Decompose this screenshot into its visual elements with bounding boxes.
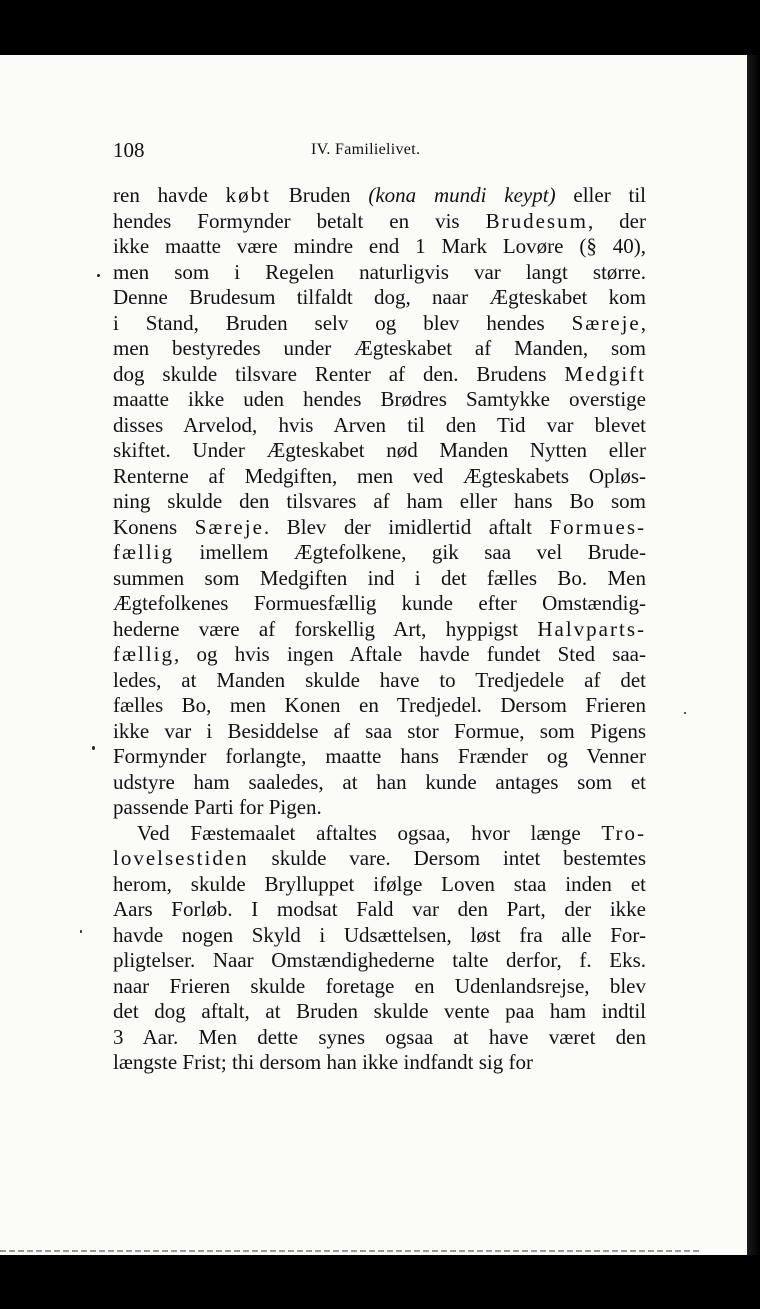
text-span: dog skulde tilsvare Renter af den. Brudens <box>113 361 565 386</box>
text-line <box>113 693 646 719</box>
text-line <box>113 974 646 1000</box>
scan-speck <box>97 274 100 277</box>
text-line <box>113 744 646 770</box>
text-span: . Blev der imidlertid aftalt <box>263 514 550 539</box>
text-span: fælles Bo, men Konen en Tredjedel. Dersom Frieren <box>113 693 646 717</box>
text-span: i Stand, Bruden selv og blev hendes <box>113 310 572 335</box>
text-line <box>113 285 646 311</box>
text-line <box>113 540 646 566</box>
text-span: Medgift <box>564 361 646 386</box>
text-span: 3 Aar. Men dette synes ogsaa at have været den <box>113 1024 646 1049</box>
running-head <box>113 138 646 166</box>
text-line <box>113 515 646 541</box>
text-line <box>113 897 646 923</box>
text-line <box>113 795 646 821</box>
text-span: disses Arvelod, hvis Arven til den Tid var blevet <box>113 412 646 437</box>
text-span: passende Parti for Pigen. <box>113 795 322 819</box>
text-span: herom, skulde Brylluppet ifølge Loven staa inden et <box>113 871 646 896</box>
text-span: udstyre ham saaledes, at han kunde antages som et <box>113 769 646 794</box>
text-line <box>113 1050 646 1076</box>
text-line <box>113 1025 646 1051</box>
text-span: ikke maatte være mindre end 1 Mark Lovøre (§ 40), <box>113 234 646 258</box>
text-span: hendes Formynder betalt en vis <box>113 208 486 233</box>
text-line <box>113 948 646 974</box>
text-line <box>113 183 646 209</box>
text-span: Konens <box>113 514 195 539</box>
text-span: maatte ikke uden hendes Brødres Samtykke overstige <box>113 387 646 411</box>
text-span: ledes, at Manden skulde have to Tredjedele af det <box>113 667 646 692</box>
scan-speck <box>92 746 95 750</box>
text-span: Særeje <box>571 310 641 335</box>
text-line <box>113 821 646 847</box>
text-span: , <box>640 310 646 335</box>
text-span: Halvparts- <box>537 616 646 641</box>
text-span: Denne Brudesum tilfaldt dog, naar Ægteskabet kom <box>113 285 646 309</box>
text-span: Brudesum <box>485 208 588 233</box>
text-line <box>113 438 646 464</box>
text-span: Tro- <box>601 820 646 845</box>
text-span: Renterne af Medgiften, men ved Ægteskabets Opløs- <box>113 463 646 488</box>
body-text <box>113 183 646 1076</box>
text-span: pligtelser. Naar Omstændighederne talte derfor, f. Eks. <box>113 948 646 972</box>
text-line <box>113 719 646 745</box>
scan-edge-artifact <box>0 1250 700 1252</box>
text-span: Formues- <box>549 514 646 539</box>
text-span: fællig <box>113 642 175 666</box>
text-span: det dog aftalt, at Bruden skulde vente paa ham indtil <box>113 999 646 1023</box>
text-line <box>113 311 646 337</box>
text-line <box>113 387 646 413</box>
text-span: hederne være af forskellig Art, hyppigst <box>113 616 538 641</box>
text-span: lovelsestiden <box>113 846 249 870</box>
scan-speck <box>684 712 686 714</box>
text-line <box>113 999 646 1025</box>
text-line <box>113 260 646 286</box>
text-span: , der <box>587 208 646 233</box>
text-span: Formynder forlangte, maatte hans Frænder og Venner <box>113 744 646 768</box>
text-line <box>113 566 646 592</box>
text-line <box>113 489 646 515</box>
text-line <box>113 464 646 490</box>
text-span: eller til <box>555 183 646 207</box>
text-span: Særeje <box>194 514 264 539</box>
text-span: Ved Fæstemaalet aftaltes ogsaa, hvor længe <box>137 820 602 845</box>
text-line <box>113 923 646 949</box>
text-line <box>113 770 646 796</box>
text-line <box>113 668 646 694</box>
text-line <box>113 234 646 260</box>
text-span: købt <box>225 183 271 207</box>
text-span: Bruden <box>270 183 369 207</box>
text-span: ning skulde den tilsvares af ham eller hans Bo som <box>113 489 646 513</box>
text-line <box>113 642 646 668</box>
text-span: længste Frist; thi dersom han ikke indfandt sig for <box>113 1050 533 1074</box>
text-span: Ægtefolkenes Formuesfællig kunde efter Omstændig- <box>113 591 646 615</box>
text-line <box>113 362 646 388</box>
text-span: ren havde <box>113 183 226 207</box>
text-span: fællig <box>113 540 175 564</box>
text-span: summen som Medgiften ind i det fælles Bo. Men <box>113 565 646 590</box>
text-span: men bestyredes under Ægteskabet af Manden, som <box>113 336 646 360</box>
text-line <box>113 872 646 898</box>
text-span: skiftet. Under Ægteskabet nød Manden Nytten eller <box>113 438 646 462</box>
text-span: skulde vare. Dersom intet bestemtes <box>248 846 646 870</box>
text-line <box>113 336 646 362</box>
text-line <box>113 591 646 617</box>
page-number: 108 <box>113 138 145 162</box>
text-span: men som i Regelen naturligvis var langt større. <box>113 259 646 284</box>
chapter-title: IV. Familielivet. <box>311 141 421 158</box>
text-line <box>113 846 646 872</box>
text-span: , og hvis ingen Aftale havde fundet Sted saa- <box>174 642 646 666</box>
text-span: naar Frieren skulde foretage en Udenlandsrejse, blev <box>113 973 646 998</box>
text-line <box>113 617 646 643</box>
text-span: ikke var i Besiddelse af saa stor Formue, som Pigens <box>113 718 646 743</box>
text-span: Aars Forløb. I modsat Fald var den Part, der ikke <box>113 897 646 921</box>
text-line <box>113 413 646 439</box>
text-span: imellem Ægtefolkene, gik saa vel Brude- <box>174 540 646 564</box>
page-edge-shadow <box>747 55 760 1255</box>
text-span: havde nogen Skyld i Udsættelsen, løst fra alle For- <box>113 922 646 947</box>
text-line <box>113 209 646 235</box>
text-span: (kona mundi keypt) <box>368 183 556 207</box>
scan-speck <box>80 930 82 933</box>
